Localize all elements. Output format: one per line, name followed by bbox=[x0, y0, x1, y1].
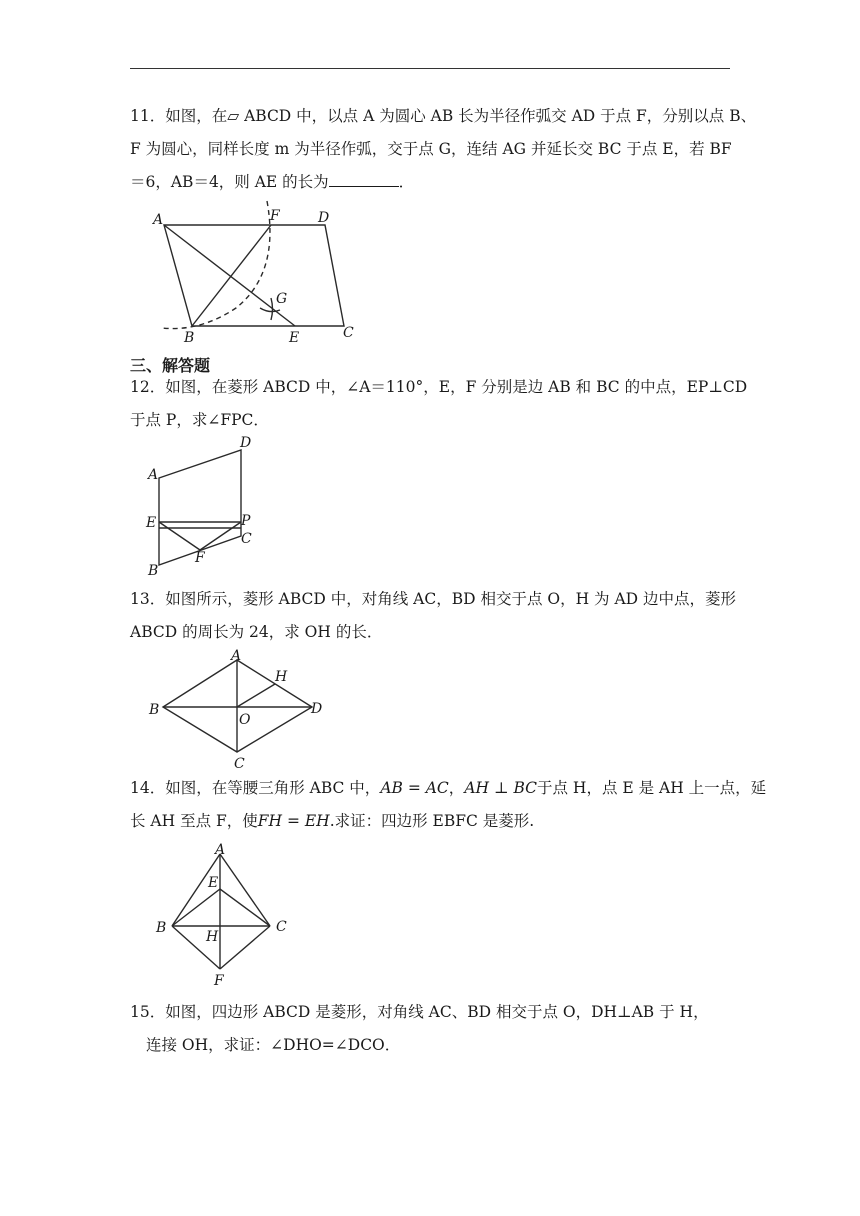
question-11-line-2: F 为圆心，同样长度 m 为半径作弧，交于点 G，连结 AG 并延长交 BC 于点 E，若 BF bbox=[130, 140, 732, 158]
question-11 bbox=[130, 100, 757, 199]
header-rule bbox=[130, 68, 730, 69]
question-13 bbox=[130, 583, 737, 649]
label-h: H bbox=[275, 669, 288, 685]
question-15-line-1: 15．如图，四边形 ABCD 是菱形，对角线 AC、BD 相交于点 O，DH⊥AB 于 H， bbox=[130, 1003, 709, 1021]
answer-blank[interactable] bbox=[329, 168, 399, 187]
label-f: F bbox=[195, 550, 205, 566]
label-e: E bbox=[289, 330, 300, 346]
section-title: 三、解答题 bbox=[130, 356, 211, 375]
segment-eb bbox=[172, 889, 220, 926]
parallelogram-abcd bbox=[164, 225, 344, 326]
figure-14 bbox=[150, 842, 300, 992]
question-12-line-2: 于点 P，求∠FPC． bbox=[130, 411, 269, 429]
label-b: B bbox=[149, 702, 160, 718]
segment-ec bbox=[220, 889, 270, 926]
label-d: D bbox=[240, 435, 252, 451]
question-15 bbox=[130, 996, 730, 1062]
figure-12 bbox=[145, 435, 265, 580]
question-11-line-1: 11．如图，在▱ ABCD 中，以点 A 为圆心 AB 长为半径作弧交 AD 于点 F，分别以点 B、 bbox=[130, 107, 757, 125]
label-a: A bbox=[231, 648, 242, 664]
label-c: C bbox=[343, 325, 354, 341]
label-c: C bbox=[276, 919, 287, 935]
label-e: E bbox=[208, 875, 219, 891]
label-d: D bbox=[311, 701, 323, 717]
figure-11 bbox=[150, 198, 370, 348]
question-13-line-1: 13．如图所示，菱形 ABCD 中，对角线 AC，BD 相交于点 O，H 为 AD 边中点，菱形 bbox=[130, 590, 737, 608]
label-f: F bbox=[270, 208, 280, 224]
question-12-line-1: 12．如图，在菱形 ABCD 中，∠A＝110°，E，F 分别是边 AB 和 BC 的中点，EP⊥CD bbox=[130, 378, 748, 396]
segment-ac bbox=[220, 854, 270, 926]
label-d: D bbox=[318, 210, 330, 226]
question-14-line-1: 14．如图，在等腰三角形 ABC 中，AB = AC，AH ⊥ BC于点 H，点 E 是 AH 上一点，延 bbox=[130, 779, 767, 797]
question-14 bbox=[130, 772, 767, 838]
label-a: A bbox=[215, 842, 226, 858]
label-e: E bbox=[146, 515, 157, 531]
question-15-line-2: 连接 OH，求证：∠DHO=∠DCO． bbox=[146, 1036, 401, 1054]
label-c: C bbox=[234, 756, 245, 772]
figure-13 bbox=[145, 650, 345, 770]
question-11-line-3: ＝6，AB＝4，则 AE 的长为 ． bbox=[130, 166, 730, 199]
label-c: C bbox=[241, 531, 252, 547]
segment-ef bbox=[159, 522, 200, 550]
label-f: F bbox=[214, 973, 224, 989]
question-14-line-2: 长 AH 至点 F，使FH = EH.求证：四边形 EBFC 是菱形. bbox=[130, 812, 535, 830]
segment-fp bbox=[200, 522, 241, 550]
question-13-line-2: ABCD 的周长为 24，求 OH 的长． bbox=[130, 623, 383, 641]
arc-mark-g-1 bbox=[260, 308, 280, 312]
segment-oh bbox=[237, 684, 275, 707]
rhombus-abcd bbox=[159, 450, 241, 565]
label-b: B bbox=[184, 330, 195, 346]
segment-fc bbox=[220, 926, 270, 969]
label-g: G bbox=[276, 291, 288, 307]
question-12 bbox=[130, 371, 748, 437]
arc-mark-g-2 bbox=[271, 298, 273, 320]
label-a: A bbox=[153, 212, 164, 228]
label-h: H bbox=[206, 929, 219, 945]
segment-bf bbox=[192, 225, 271, 326]
label-b: B bbox=[156, 920, 167, 936]
label-b: B bbox=[148, 563, 159, 579]
label-a: A bbox=[148, 467, 159, 483]
label-o: O bbox=[239, 712, 251, 728]
label-p: P bbox=[241, 513, 251, 529]
